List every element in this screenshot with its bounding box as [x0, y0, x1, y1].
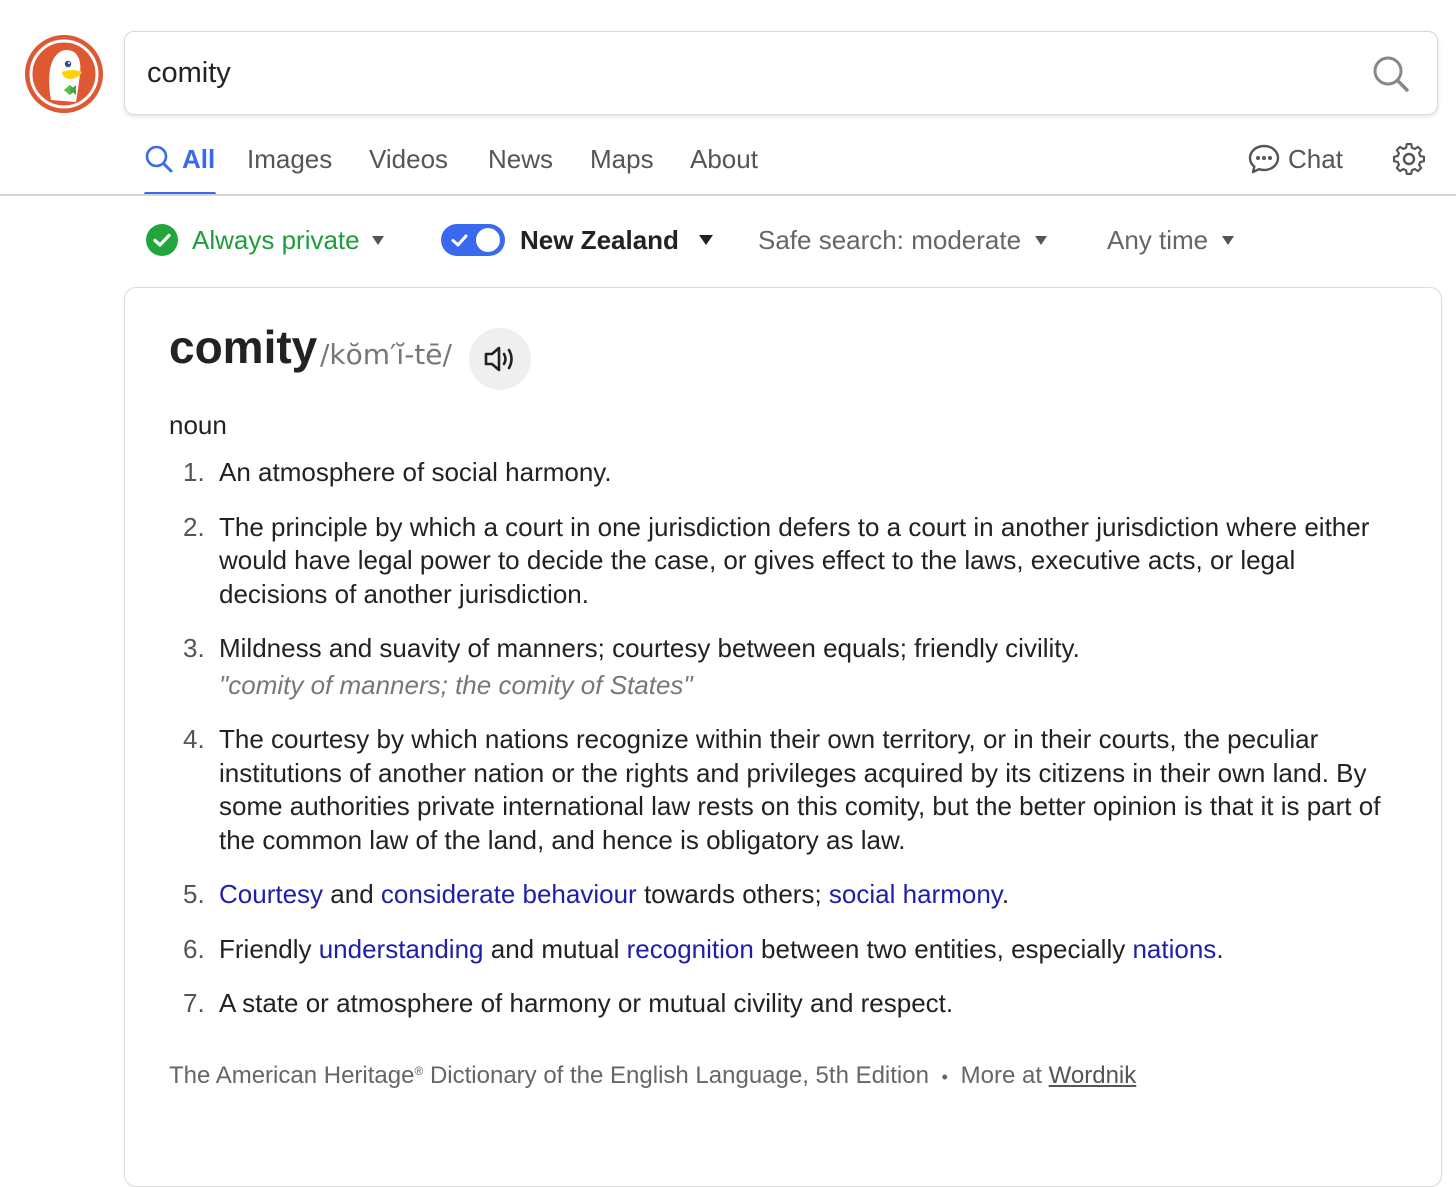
dictionary-source: [169, 1062, 1136, 1090]
header-divider: [0, 194, 1456, 196]
definition-text: An atmosphere of social harmony.: [219, 457, 612, 487]
definition-text: Mildness and suavity of manners; courtesy between equals; friendly civility.: [219, 633, 1080, 663]
source-edition: Dictionary of the English Language, 5th Edition: [423, 1062, 929, 1089]
definition-text: The principle by which a court in one jurisdiction defers to a court in another jurisdiction where either would have legal power to decide the case, or gives effect to the laws, executive acts, or legal decisions of another jurisdiction.: [219, 511, 1370, 609]
definition-text: The courtesy by which nations recognize within their own territory, or in their courts, the peculiar institutions of another nation or the rights and privileges acquired by its citizens in their own land. By some authorities private international law rests on this comity, but the better opinion is that it is part of the common law of the land, and hence is obligatory as law.: [219, 724, 1381, 855]
search-box: [124, 31, 1438, 115]
link-courtesy[interactable]: Courtesy: [219, 879, 324, 909]
safe-search-filter[interactable]: [758, 216, 1047, 264]
registered-mark: ®: [414, 1064, 424, 1078]
search-icon: [144, 144, 174, 174]
definition-item: [169, 723, 1399, 857]
more-prefix: More at: [960, 1062, 1049, 1089]
check-circle-icon: [146, 224, 178, 256]
definition-item: [169, 456, 1399, 490]
definition-item: [169, 511, 1399, 612]
definition-item: [169, 632, 1399, 702]
definition-text: between two entities, especially: [753, 933, 1133, 964]
safe-search-label: Safe search: moderate: [758, 225, 1022, 255]
chevron-down-icon: [1222, 236, 1234, 245]
headword: comity: [169, 321, 318, 373]
link-recognition[interactable]: recognition: [626, 933, 754, 964]
definition-card: [124, 287, 1442, 1187]
link-social-harmony[interactable]: social harmony: [828, 879, 1002, 909]
more-at: [961, 1062, 1137, 1089]
tab-maps[interactable]: Maps: [590, 144, 654, 174]
definition-item: [169, 933, 1399, 967]
tab-news[interactable]: News: [488, 144, 554, 174]
definition-number: 6.: [183, 933, 205, 964]
definition-item: [169, 987, 1399, 1021]
definition-text: A state or atmosphere of harmony or mutual civility and respect.: [219, 988, 954, 1018]
search-input[interactable]: [147, 50, 1327, 96]
wordnik-link[interactable]: Wordnik: [1048, 1062, 1137, 1089]
region-label: New Zealand: [520, 225, 679, 255]
definition-number: 2.: [183, 511, 205, 542]
definition-text: Friendly: [219, 933, 319, 964]
tab-videos[interactable]: Videos: [369, 144, 449, 174]
chat-label: Chat: [1288, 144, 1343, 174]
play-pronunciation-button[interactable]: [469, 328, 531, 390]
speaker-icon: [483, 344, 517, 374]
pronunciation: /kŏm′ĭ-tē/: [320, 338, 452, 371]
tab-label: All: [182, 144, 216, 174]
definition-number: 3.: [183, 633, 205, 663]
link-nations[interactable]: nations: [1132, 933, 1217, 964]
tab-about[interactable]: About: [690, 144, 758, 174]
definition-number: 5.: [183, 879, 205, 909]
definition-text: towards others;: [636, 879, 829, 909]
time-filter[interactable]: [1107, 216, 1234, 264]
chevron-down-icon: [1035, 236, 1047, 245]
definition-number: 1.: [183, 457, 205, 487]
definition-number: 7.: [183, 988, 205, 1018]
source-name: The American Heritage: [169, 1062, 415, 1089]
definition-text: .: [1001, 879, 1010, 909]
gear-icon[interactable]: [1392, 142, 1426, 176]
definition-list: [169, 456, 1399, 1042]
usage-example: "comity of manners; the comity of States": [219, 669, 693, 700]
region-toggle[interactable]: [441, 224, 505, 256]
source-separator: •: [941, 1067, 948, 1087]
search-icon[interactable]: [1371, 54, 1411, 94]
chevron-down-icon: [372, 236, 384, 245]
definition-text: and mutual: [483, 933, 627, 964]
link-understanding[interactable]: understanding: [318, 933, 484, 964]
time-label: Any time: [1107, 225, 1209, 255]
definition-number: 4.: [183, 724, 205, 754]
part-of-speech: noun: [169, 410, 227, 440]
tab-images[interactable]: Images: [247, 144, 333, 174]
filter-bar: [0, 216, 1456, 264]
link-considerate-behaviour[interactable]: considerate behaviour: [380, 879, 637, 909]
privacy-label: Always private: [192, 225, 360, 255]
chat-bubble-icon: [1248, 143, 1280, 175]
definition-text: .: [1216, 933, 1224, 964]
duckduckgo-logo[interactable]: [24, 34, 104, 114]
chevron-down-icon: [699, 235, 713, 245]
definition-text: and: [323, 879, 381, 909]
definition-item: [169, 878, 1399, 912]
